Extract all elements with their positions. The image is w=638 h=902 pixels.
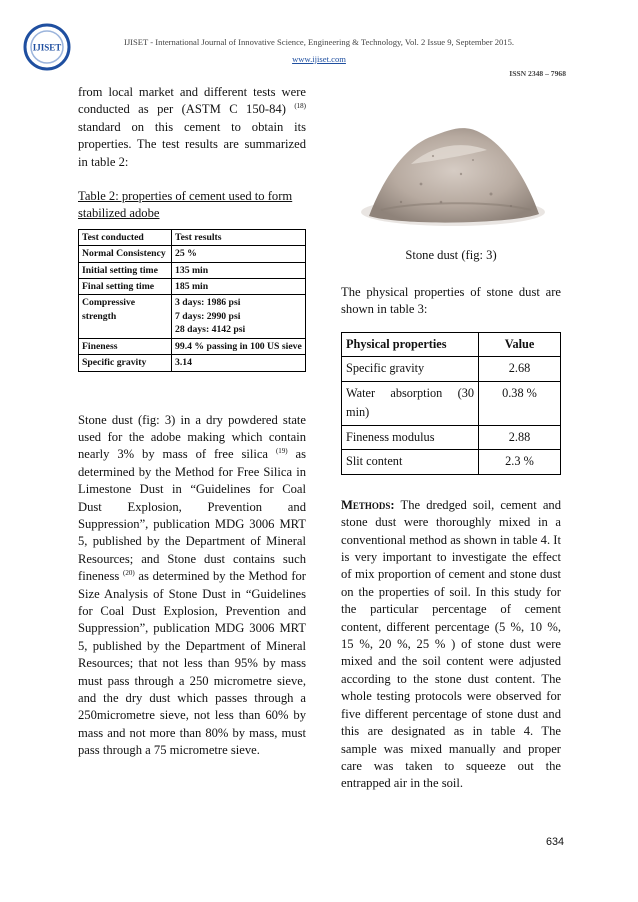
table-header-cell: Value	[479, 332, 561, 357]
table-cell: 0.38 %	[479, 381, 561, 425]
journal-logo	[22, 22, 72, 72]
table-row	[79, 279, 306, 295]
table2-caption: Table 2: properties of cement used to form stabilized adobe	[78, 189, 293, 221]
table-cell: Initial setting time	[79, 262, 172, 278]
methods-heading: Methods:	[341, 497, 395, 512]
cement-properties-table	[78, 229, 306, 372]
table-row	[342, 450, 561, 475]
table-cell: 2.3 %	[479, 450, 561, 475]
issn-label: ISSN 2348 – 7968	[509, 69, 566, 78]
table-cell: 135 min	[172, 262, 306, 278]
table-cell: Specific gravity	[342, 357, 479, 382]
table-header-cell: Physical properties	[342, 332, 479, 357]
table-row	[79, 355, 306, 371]
table-cell: Water absorption (30 min)	[342, 381, 479, 425]
cement-paragraph: from local market and different tests were conducted as per (ASTM C 150-84) $^{(18)}$ standard on this cement to obtain its properties. The test results are summarized in table 2:	[78, 85, 306, 169]
table-header-cell: Test conducted	[79, 229, 172, 245]
table-cell: Normal Consistency	[79, 246, 172, 262]
table-row	[342, 381, 561, 425]
table-row	[342, 357, 561, 382]
table-cell: 3 days: 1986 psi 7 days: 2990 psi 28 days: 4142 psi	[172, 295, 306, 338]
right-column	[341, 284, 561, 793]
table-header-row	[79, 229, 306, 245]
table-header-cell: Test results	[172, 229, 306, 245]
table-row	[342, 425, 561, 450]
citation-ref: (20)	[123, 568, 135, 577]
table-cell: Specific gravity	[79, 355, 172, 371]
stone-dust-properties-table	[341, 332, 561, 475]
table-cell: Slit content	[342, 450, 479, 475]
table-row	[79, 262, 306, 278]
page-number: 634	[545, 836, 564, 848]
stone-dust-paragraph: Stone dust (fig: 3) in a dry powdered state used for the adobe making which contain nearly 3% by mass of free silica $^{(19)}$ as determined by the Method for Free Silica in Limestone Dust in “Guidelines for Coal Dust Explosion, Prevention and Suppression”, publication MDG 3006 MRT 5, published by the Department of Mineral Resources; and Stone dust contains such fineness $^{(20)}$ as determined by the Method for Size Analysis of Stone Dust in “Guidelines for Coal Dust Explosion, Prevention and Suppression”, publication MDG 3006 MRT 5, published by the Department of Mineral Resources; that not less than 95% by mass must pass through a 250 micrometre sieve, and the dry dust which passes through a 250micrometre sieve, not less than 60% by mass and not more than 80% by mass, must pass through a 75 micrometre sieve.	[78, 412, 307, 758]
table-cell: Fineness	[79, 338, 172, 354]
figure-caption: Stone dust (fig: 3)	[405, 248, 497, 262]
citation-ref: (18)	[294, 102, 306, 111]
journal-header: IJISET - International Journal of Innovative Science, Engineering & Technology, Vol. 2 Issue 9, September 2015.	[123, 37, 515, 47]
left-column	[78, 84, 306, 760]
table-cell: 3.14	[172, 355, 306, 371]
table-row	[79, 338, 306, 354]
logo-text: IJISET	[32, 42, 62, 53]
table-cell: 99.4 % passing in 100 US sieve	[172, 338, 306, 354]
table-row	[79, 295, 306, 338]
table-cell: 2.88	[479, 425, 561, 450]
table-header-row	[342, 332, 561, 357]
table-cell: Fineness modulus	[342, 425, 479, 450]
table-cell: 2.68	[479, 357, 561, 382]
table-cell: 25 %	[172, 246, 306, 262]
table-cell: Compressive strength	[79, 295, 172, 338]
stone-dust-photo	[341, 84, 561, 244]
table-row	[79, 246, 306, 262]
methods-paragraph: Methods: The dredged soil, cement and stone dust were thoroughly mixed in a conventional method as shown in table 4. It is very important to investigate the effect of mix proportion of cement and stone dust on the properties of soil. In this study for the particular percentage of cement content, different percentage (5 %, 10 %, 15 %, 20 %, 25 % ) of stone dust were mixed and the soil content were adjusted according to the stone dust content. The whole testing protocols were observed for five different percentage of stone dust and this are designated as in table 4. The sample was mixed manually and proper care was taken to squeeze out the entrapped air in the soil.	[341, 497, 562, 791]
citation-ref: (19)	[275, 447, 288, 456]
table-cell: Final setting time	[79, 279, 172, 295]
journal-website-link[interactable]: www.ijiset.com	[292, 54, 346, 64]
table3-intro: The physical properties of stone dust are shown in table 3:	[341, 285, 561, 317]
table-cell: 185 min	[172, 279, 306, 295]
